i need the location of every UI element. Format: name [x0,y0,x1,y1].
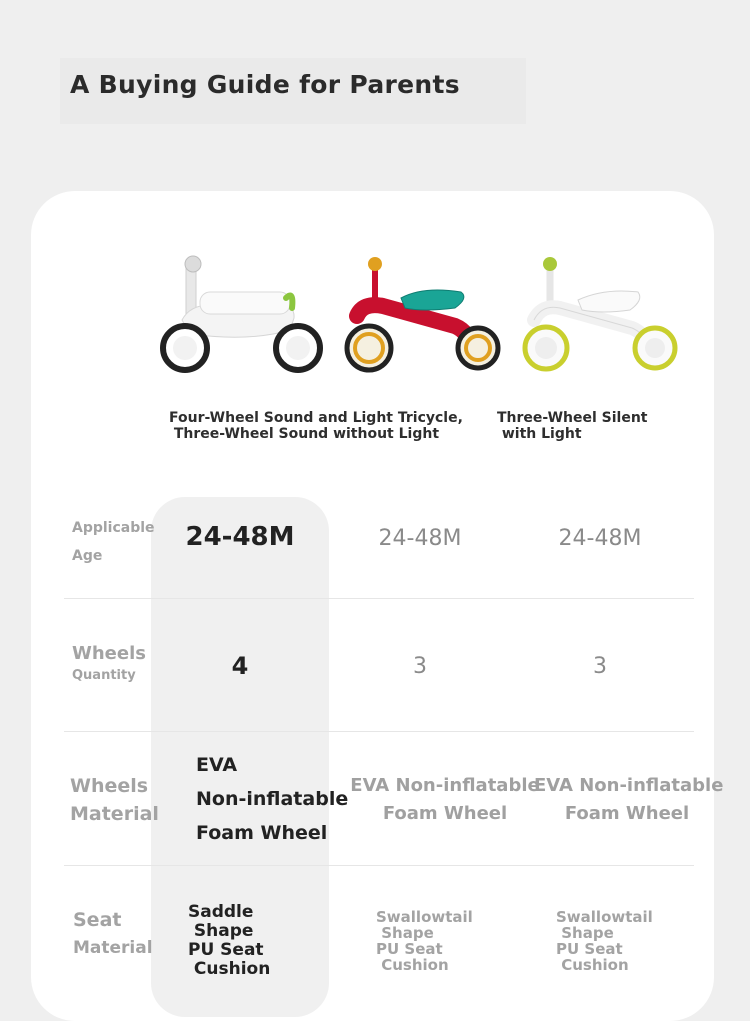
seat-material-value: Swallowtail Shape PU Seat Cushion [376,908,473,974]
row-divider [64,598,694,599]
seat-material-value: Swallowtail Shape PU Seat Cushion [556,908,653,974]
row-label-wheels-quantity [72,642,146,686]
row-label-wheels-material [70,772,159,828]
label-line: Material [70,803,159,825]
wheels-quantity-value: 3 [413,654,427,679]
seat-material-highlight: Saddle Shape PU Seat Cushion [188,902,271,979]
label-line: Wheels [72,643,146,664]
row-divider [64,731,694,732]
age-value-highlight: 24-48M [185,522,295,552]
label-line: Applicable [72,520,155,536]
wheels-material-value: EVA Non-inflatable Foam Wheel [350,775,540,824]
wheels-quantity-value: 3 [593,654,607,679]
row-divider [64,865,694,866]
label-line: Quantity [72,668,136,683]
label-line: Material [73,938,153,958]
wheels-material-highlight: EVA Non-inflatable Foam Wheel [196,754,349,844]
row-label-applicable-age [72,514,155,570]
age-value: 24-48M [558,526,642,551]
wheels-material-value: EVA Non-inflatable Foam Wheel [534,775,724,824]
wheels-quantity-highlight: 4 [231,652,249,680]
three-wheel-red-balance-bike-image [343,250,503,380]
label-line: Age [72,548,103,564]
product-name-four-wheel: Four-Wheel Sound and Light Tricycle, Three-Wheel Sound without Light [169,410,463,442]
label-line: Wheels [70,775,149,797]
row-label-seat-material [73,906,153,962]
three-wheel-white-balance-bike-image [520,250,680,380]
age-value: 24-48M [378,526,462,551]
product-name-three-wheel-silent: Three-Wheel Silent with Light [497,410,648,442]
four-wheel-white-balance-bike-image [160,250,325,380]
label-line: Seat [73,909,122,931]
page-title: A Buying Guide for Parents [70,70,460,99]
